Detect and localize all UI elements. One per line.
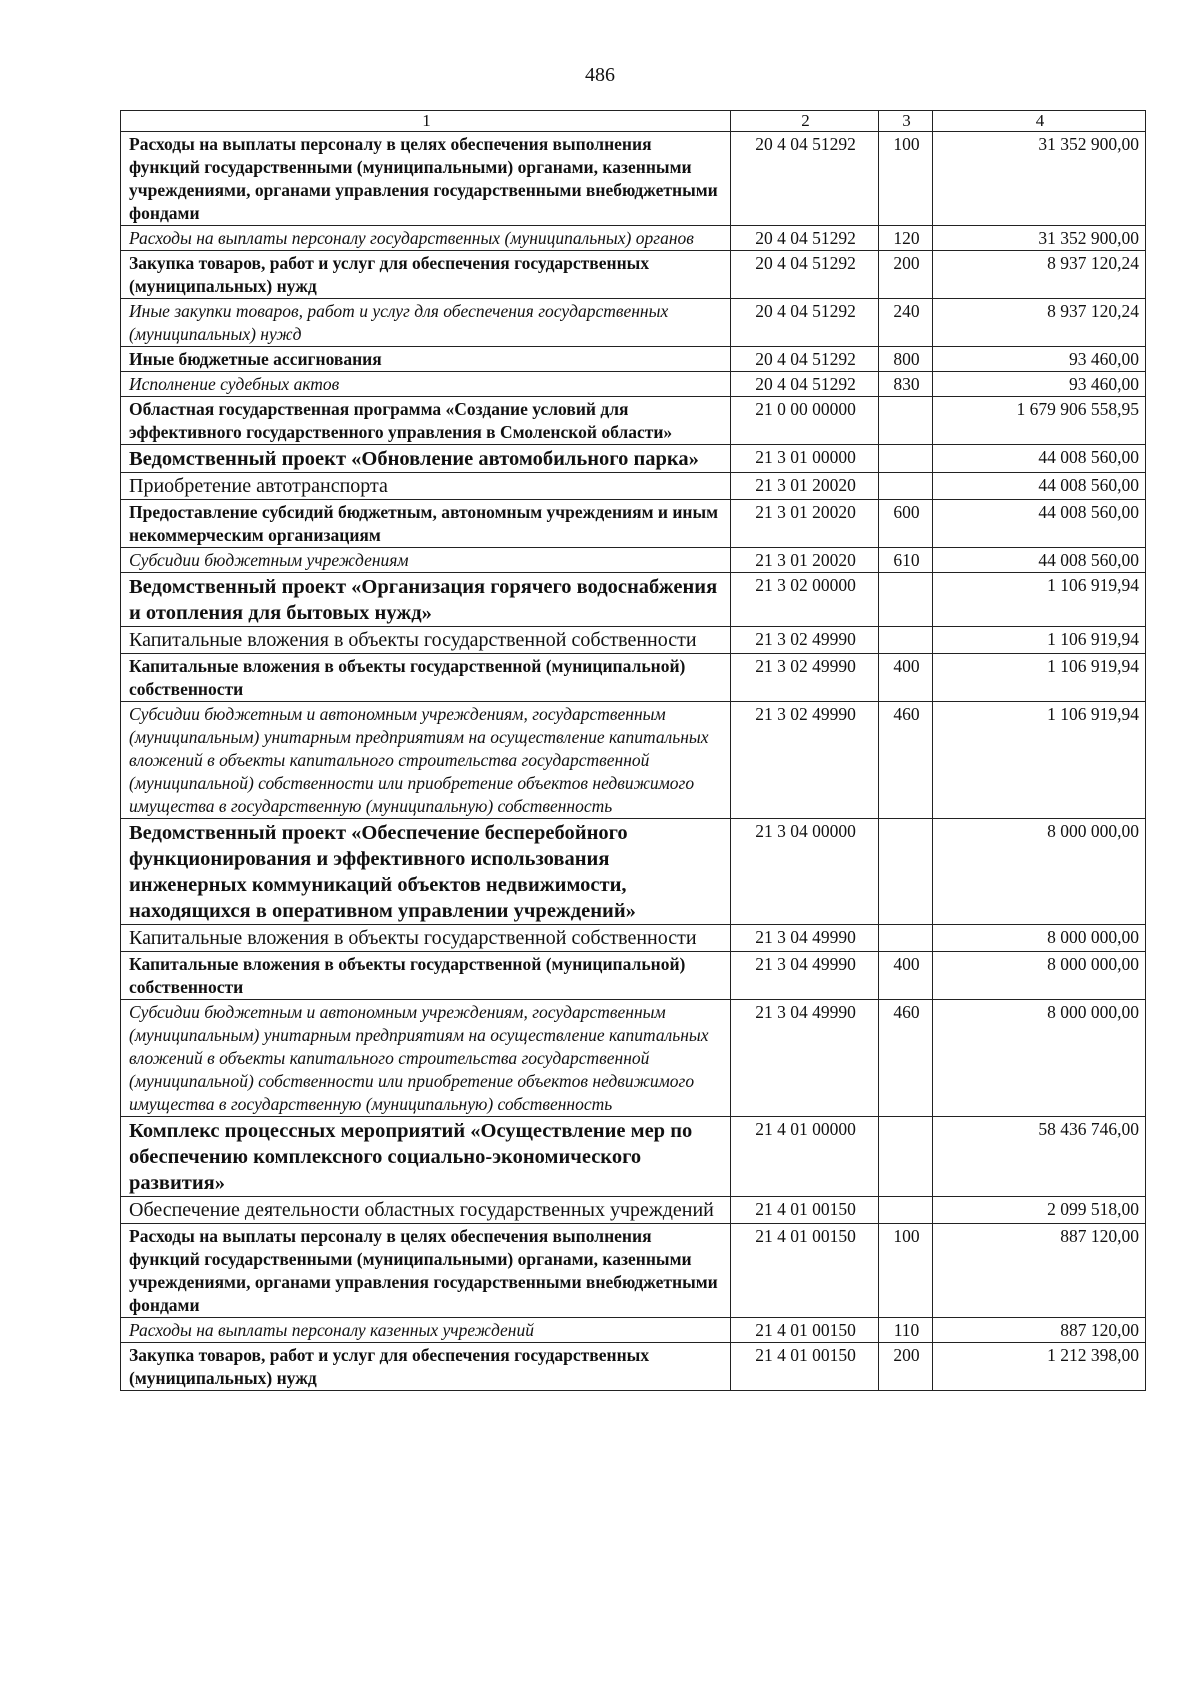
table-row [121,925,1146,952]
header-col-3: 3 [879,111,933,132]
table-row [121,397,1146,445]
expense-type-cell: 400 [879,952,933,1000]
header-col-1: 1 [121,111,731,132]
table-row [121,1000,1146,1117]
amount-cell: 44 008 560,00 [933,500,1146,548]
target-code-cell: 20 4 04 51292 [731,132,879,226]
expense-name-cell: Ведомственный проект «Организация горячего водоснабжения и отопления для бытовых нужд» [121,573,731,627]
target-code-cell: 20 4 04 51292 [731,299,879,347]
budget-table [120,110,1146,1391]
expense-name-cell: Ведомственный проект «Обновление автомобильного парка» [121,445,731,473]
expense-name-cell: Расходы на выплаты персоналу казенных учреждений [121,1318,731,1343]
expense-type-cell [879,473,933,500]
target-code-cell: 21 3 01 20020 [731,473,879,500]
amount-cell: 8 000 000,00 [933,925,1146,952]
table-row [121,132,1146,226]
expense-type-cell: 600 [879,500,933,548]
table-row [121,251,1146,299]
page-number: 486 [585,64,615,86]
amount-cell: 31 352 900,00 [933,132,1146,226]
table-row [121,1197,1146,1224]
header-col-4: 4 [933,111,1146,132]
table-row [121,299,1146,347]
target-code-cell: 20 4 04 51292 [731,251,879,299]
target-code-cell: 21 3 04 49990 [731,952,879,1000]
target-code-cell: 21 3 04 49990 [731,925,879,952]
amount-cell: 8 937 120,24 [933,299,1146,347]
target-code-cell: 21 4 01 00000 [731,1117,879,1197]
target-code-cell: 21 3 04 00000 [731,819,879,925]
target-code-cell: 20 4 04 51292 [731,226,879,251]
amount-cell: 1 679 906 558,95 [933,397,1146,445]
expense-type-cell [879,627,933,654]
expense-type-cell: 240 [879,299,933,347]
expense-name-cell: Иные бюджетные ассигнования [121,347,731,372]
expense-name-cell: Закупка товаров, работ и услуг для обеспечения государственных (муниципальных) нужд [121,251,731,299]
expense-type-cell [879,1197,933,1224]
table-row [121,445,1146,473]
expense-type-cell [879,573,933,627]
amount-cell: 44 008 560,00 [933,548,1146,573]
table-row [121,226,1146,251]
expense-type-cell: 460 [879,702,933,819]
table-row [121,1343,1146,1391]
header-col-2: 2 [731,111,879,132]
amount-cell: 58 436 746,00 [933,1117,1146,1197]
target-code-cell: 21 3 02 49990 [731,654,879,702]
expense-type-cell [879,925,933,952]
expense-name-cell: Приобретение автотранспорта [121,473,731,500]
expense-name-cell: Иные закупки товаров, работ и услуг для обеспечения государственных (муниципальных) нужд [121,299,731,347]
expense-type-cell [879,397,933,445]
amount-cell: 44 008 560,00 [933,473,1146,500]
target-code-cell: 21 3 02 49990 [731,702,879,819]
expense-name-cell: Комплекс процессных мероприятий «Осуществление мер по обеспечению комплексного социально-экономического развития» [121,1117,731,1197]
table-row [121,952,1146,1000]
expense-type-cell: 100 [879,1224,933,1318]
expense-type-cell [879,819,933,925]
table-row [121,347,1146,372]
table-row [121,473,1146,500]
expense-name-cell: Закупка товаров, работ и услуг для обеспечения государственных (муниципальных) нужд [121,1343,731,1391]
target-code-cell: 21 4 01 00150 [731,1318,879,1343]
expense-type-cell [879,445,933,473]
expense-type-cell: 120 [879,226,933,251]
expense-name-cell: Расходы на выплаты персоналу государственных (муниципальных) органов [121,226,731,251]
amount-cell: 2 099 518,00 [933,1197,1146,1224]
table-header-row [121,111,1146,132]
amount-cell: 8 000 000,00 [933,1000,1146,1117]
expense-name-cell: Расходы на выплаты персоналу в целях обеспечения выполнения функций государственными (муниципальными) органами, казенными учреждениями, органами управления государственными внебюджетными фондами [121,132,731,226]
expense-name-cell: Субсидии бюджетным и автономным учреждениям, государственным (муниципальным) унитарным предприятиям на осуществление капитальных вложений в объекты капитального строительства государственной (муниципальной) собственности или приобретение объектов недвижимого имущества в государственную (муниципальную) собственность [121,1000,731,1117]
amount-cell: 887 120,00 [933,1224,1146,1318]
expense-name-cell: Предоставление субсидий бюджетным, автономным учреждениям и иным некоммерческим организациям [121,500,731,548]
target-code-cell: 21 4 01 00150 [731,1197,879,1224]
amount-cell: 887 120,00 [933,1318,1146,1343]
expense-name-cell: Ведомственный проект «Обеспечение бесперебойного функционирования и эффективного использования инженерных коммуникаций объектов недвижимости, находящихся в оперативном управлении учреждений» [121,819,731,925]
expense-name-cell: Субсидии бюджетным учреждениям [121,548,731,573]
expense-name-cell: Капитальные вложения в объекты государственной (муниципальной) собственности [121,654,731,702]
amount-cell: 44 008 560,00 [933,445,1146,473]
amount-cell: 1 106 919,94 [933,573,1146,627]
table-row [121,1117,1146,1197]
amount-cell: 93 460,00 [933,372,1146,397]
expense-name-cell: Обеспечение деятельности областных государственных учреждений [121,1197,731,1224]
amount-cell: 1 212 398,00 [933,1343,1146,1391]
table-row [121,627,1146,654]
expense-name-cell: Субсидии бюджетным и автономным учреждениям, государственным (муниципальным) унитарным предприятиям на осуществление капитальных вложений в объекты капитального строительства государственной (муниципальной) собственности или приобретение объектов недвижимого имущества в государственную (муниципальную) собственность [121,702,731,819]
expense-type-cell: 110 [879,1318,933,1343]
amount-cell: 8 000 000,00 [933,952,1146,1000]
expense-type-cell: 610 [879,548,933,573]
expense-type-cell: 100 [879,132,933,226]
amount-cell: 93 460,00 [933,347,1146,372]
target-code-cell: 21 4 01 00150 [731,1343,879,1391]
table-row [121,372,1146,397]
amount-cell: 31 352 900,00 [933,226,1146,251]
expense-type-cell: 400 [879,654,933,702]
expense-type-cell: 200 [879,251,933,299]
target-code-cell: 20 4 04 51292 [731,372,879,397]
target-code-cell: 21 3 02 49990 [731,627,879,654]
expense-name-cell: Капитальные вложения в объекты государственной собственности [121,627,731,654]
expense-type-cell: 200 [879,1343,933,1391]
table-row [121,819,1146,925]
table-row [121,573,1146,627]
expense-name-cell: Областная государственная программа «Создание условий для эффективного государственного управления в Смоленской области» [121,397,731,445]
target-code-cell: 20 4 04 51292 [731,347,879,372]
expense-name-cell: Расходы на выплаты персоналу в целях обеспечения выполнения функций государственными (муниципальными) органами, казенными учреждениями, органами управления государственными внебюджетными фондами [121,1224,731,1318]
expense-type-cell: 830 [879,372,933,397]
target-code-cell: 21 3 01 20020 [731,500,879,548]
expense-type-cell: 460 [879,1000,933,1117]
target-code-cell: 21 3 01 20020 [731,548,879,573]
target-code-cell: 21 0 00 00000 [731,397,879,445]
amount-cell: 1 106 919,94 [933,702,1146,819]
table-row [121,500,1146,548]
target-code-cell: 21 3 02 00000 [731,573,879,627]
table-row [121,702,1146,819]
amount-cell: 8 937 120,24 [933,251,1146,299]
expense-name-cell: Исполнение судебных актов [121,372,731,397]
expense-name-cell: Капитальные вложения в объекты государственной собственности [121,925,731,952]
table-row [121,1224,1146,1318]
table-row [121,654,1146,702]
target-code-cell: 21 3 04 49990 [731,1000,879,1117]
amount-cell: 8 000 000,00 [933,819,1146,925]
expense-type-cell: 800 [879,347,933,372]
expense-name-cell: Капитальные вложения в объекты государственной (муниципальной) собственности [121,952,731,1000]
amount-cell: 1 106 919,94 [933,627,1146,654]
table-row [121,548,1146,573]
table-row [121,1318,1146,1343]
expense-type-cell [879,1117,933,1197]
target-code-cell: 21 4 01 00150 [731,1224,879,1318]
amount-cell: 1 106 919,94 [933,654,1146,702]
target-code-cell: 21 3 01 00000 [731,445,879,473]
